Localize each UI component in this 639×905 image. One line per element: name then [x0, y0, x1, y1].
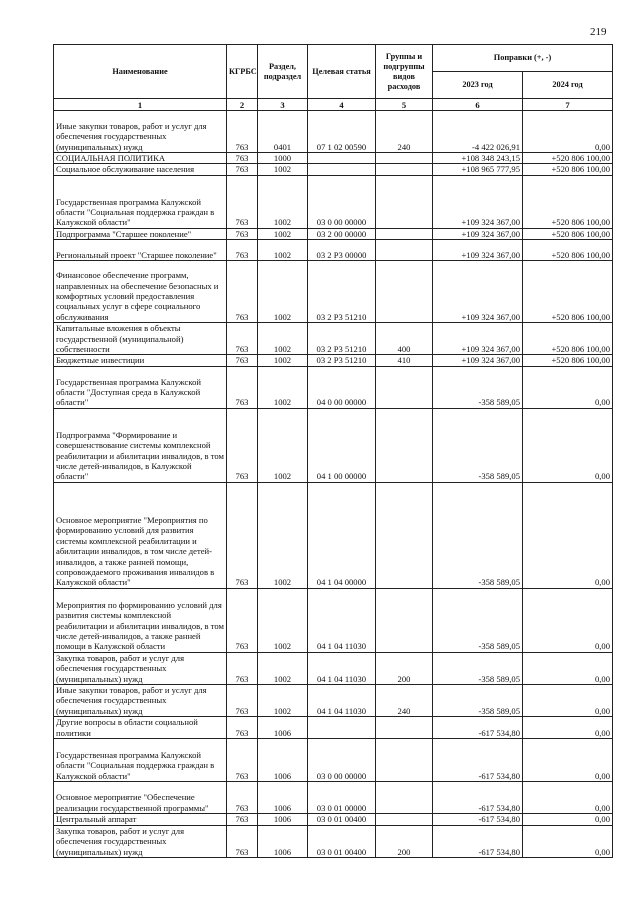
row-amount-2024: 0,00: [523, 814, 613, 825]
row-name: Мероприятия по формированию условий для развития системы комплексной реабилитации и абилитации инвалидов, в том числе детей-инвалидов, а также ранней помощи в Калужской области: [54, 588, 227, 652]
row-target-article: [308, 164, 376, 175]
row-amount-2024: 0,00: [523, 739, 613, 782]
row-kgrbs: 763: [227, 366, 258, 408]
page-number: 219: [590, 26, 607, 38]
header-year-2023: 2023 год: [433, 72, 523, 99]
table-row: [54, 261, 613, 323]
row-section: 1002: [258, 482, 308, 588]
row-target-article: 04 1 00 00000: [308, 408, 376, 482]
row-target-article: 03 2 P3 51210: [308, 323, 376, 355]
row-kgrbs: 763: [227, 355, 258, 366]
row-kgrbs: 763: [227, 408, 258, 482]
row-kgrbs: 763: [227, 323, 258, 355]
row-kgrbs: 763: [227, 814, 258, 825]
row-amount-2023: +109 324 367,00: [433, 240, 523, 261]
row-section: 1002: [258, 652, 308, 684]
row-name: Иные закупки товаров, работ и услуг для обеспечения государственных (муниципальных) нужд: [54, 111, 227, 153]
row-amount-2023: +109 324 367,00: [433, 355, 523, 366]
row-amount-2024: +520 806 100,00: [523, 323, 613, 355]
row-name: Государственная программа Калужской области "Социальная поддержка граждан в Калужской области": [54, 739, 227, 782]
column-number: 7: [523, 99, 613, 111]
row-expense-group: [376, 240, 433, 261]
row-target-article: 03 2 P3 51210: [308, 261, 376, 323]
row-kgrbs: 763: [227, 228, 258, 239]
row-expense-group: [376, 175, 433, 228]
row-name: Финансовое обеспечение программ, направленных на обеспечение безопасных и комфортных условий предоставления социальных услуг в сфере социального обслуживания: [54, 261, 227, 323]
row-kgrbs: 763: [227, 717, 258, 739]
row-section: 1006: [258, 739, 308, 782]
row-expense-group: [376, 739, 433, 782]
row-amount-2024: 0,00: [523, 685, 613, 717]
row-amount-2024: 0,00: [523, 366, 613, 408]
row-section: 1006: [258, 814, 308, 825]
row-name: Центральный аппарат: [54, 814, 227, 825]
table-row: [54, 782, 613, 814]
row-section: 1000: [258, 153, 308, 164]
row-amount-2024: +520 806 100,00: [523, 153, 613, 164]
row-section: 1002: [258, 175, 308, 228]
row-amount-2024: 0,00: [523, 717, 613, 739]
row-kgrbs: 763: [227, 652, 258, 684]
table-row: [54, 175, 613, 228]
row-kgrbs: 763: [227, 588, 258, 652]
row-amount-2024: 0,00: [523, 652, 613, 684]
row-kgrbs: 763: [227, 739, 258, 782]
row-section: 1002: [258, 685, 308, 717]
row-amount-2024: 0,00: [523, 482, 613, 588]
row-amount-2024: +520 806 100,00: [523, 175, 613, 228]
table-row: [54, 355, 613, 366]
row-section: 1002: [258, 588, 308, 652]
row-expense-group: [376, 782, 433, 814]
row-amount-2024: 0,00: [523, 111, 613, 153]
row-name: Региональный проект "Старшее поколение": [54, 240, 227, 261]
row-section: 1002: [258, 323, 308, 355]
row-target-article: 04 1 04 11030: [308, 588, 376, 652]
row-expense-group: 240: [376, 111, 433, 153]
row-amount-2023: +109 324 367,00: [433, 228, 523, 239]
row-amount-2023: -617 534,80: [433, 717, 523, 739]
table-row: [54, 153, 613, 164]
row-amount-2023: -617 534,80: [433, 814, 523, 825]
row-amount-2023: +108 348 243,15: [433, 153, 523, 164]
row-amount-2024: +520 806 100,00: [523, 228, 613, 239]
table-row: [54, 111, 613, 153]
row-amount-2023: -617 534,80: [433, 739, 523, 782]
row-name: СОЦИАЛЬНАЯ ПОЛИТИКА: [54, 153, 227, 164]
row-expense-group: [376, 588, 433, 652]
table-row: [54, 685, 613, 717]
row-name: Основное мероприятие "Обеспечение реализации государственной программы": [54, 782, 227, 814]
row-section: 1006: [258, 717, 308, 739]
row-target-article: [308, 153, 376, 164]
row-amount-2023: -358 589,05: [433, 652, 523, 684]
table-row: [54, 323, 613, 355]
row-section: 1006: [258, 782, 308, 814]
table-row: [54, 652, 613, 684]
row-expense-group: [376, 717, 433, 739]
row-amount-2024: +520 806 100,00: [523, 164, 613, 175]
row-expense-group: [376, 366, 433, 408]
row-amount-2023: -617 534,80: [433, 825, 523, 857]
row-name: Подпрограмма "Старшее поколение": [54, 228, 227, 239]
row-section: 1006: [258, 825, 308, 857]
row-section: 1002: [258, 164, 308, 175]
row-target-article: 04 1 04 11030: [308, 652, 376, 684]
row-amount-2023: -358 589,05: [433, 588, 523, 652]
table-row: [54, 240, 613, 261]
table-row: [54, 588, 613, 652]
row-name: Социальное обслуживание населения: [54, 164, 227, 175]
row-amount-2024: 0,00: [523, 588, 613, 652]
row-target-article: 04 0 00 00000: [308, 366, 376, 408]
row-target-article: 03 0 01 00400: [308, 814, 376, 825]
table-row: [54, 825, 613, 857]
row-amount-2023: -617 534,80: [433, 782, 523, 814]
header-year-2024: 2024 год: [523, 72, 613, 99]
row-amount-2024: 0,00: [523, 408, 613, 482]
row-amount-2023: +109 324 367,00: [433, 323, 523, 355]
row-expense-group: 200: [376, 652, 433, 684]
row-amount-2023: -358 589,05: [433, 482, 523, 588]
row-target-article: 03 0 00 00000: [308, 175, 376, 228]
row-name: Закупка товаров, работ и услуг для обеспечения государственных (муниципальных) нужд: [54, 825, 227, 857]
row-kgrbs: 763: [227, 240, 258, 261]
header-kgrbs: КГРБС: [227, 45, 258, 99]
row-kgrbs: 763: [227, 782, 258, 814]
row-target-article: 03 2 00 00000: [308, 228, 376, 239]
row-section: 0401: [258, 111, 308, 153]
row-section: 1002: [258, 240, 308, 261]
table-header: [54, 45, 613, 111]
row-name: Государственная программа Калужской области "Доступная среда в Калужской области": [54, 366, 227, 408]
row-target-article: 03 0 00 00000: [308, 739, 376, 782]
table-row: [54, 717, 613, 739]
row-amount-2024: +520 806 100,00: [523, 261, 613, 323]
row-section: 1002: [258, 228, 308, 239]
row-target-article: 04 1 04 00000: [308, 482, 376, 588]
row-amount-2024: 0,00: [523, 825, 613, 857]
row-amount-2023: -358 589,05: [433, 366, 523, 408]
table-row: [54, 228, 613, 239]
row-section: 1002: [258, 366, 308, 408]
row-expense-group: [376, 408, 433, 482]
row-kgrbs: 763: [227, 111, 258, 153]
row-target-article: 03 2 P3 51210: [308, 355, 376, 366]
row-target-article: 07 1 02 00590: [308, 111, 376, 153]
row-name: Государственная программа Калужской области "Социальная поддержка граждан в Калужской области": [54, 175, 227, 228]
header-corrections: Поправки (+, -): [433, 45, 613, 72]
row-kgrbs: 763: [227, 153, 258, 164]
budget-table: [53, 44, 613, 858]
row-amount-2024: +520 806 100,00: [523, 355, 613, 366]
row-kgrbs: 763: [227, 825, 258, 857]
row-kgrbs: 763: [227, 164, 258, 175]
row-expense-group: [376, 153, 433, 164]
row-expense-group: [376, 814, 433, 825]
row-section: 1002: [258, 355, 308, 366]
row-target-article: 04 1 04 11030: [308, 685, 376, 717]
row-expense-group: 240: [376, 685, 433, 717]
row-expense-group: [376, 482, 433, 588]
row-kgrbs: 763: [227, 175, 258, 228]
row-amount-2023: -4 422 026,91: [433, 111, 523, 153]
table-row: [54, 408, 613, 482]
header-groups: Группы и подгруппы видов расходов: [376, 45, 433, 99]
row-target-article: 03 0 01 00400: [308, 825, 376, 857]
header-name: Наименование: [54, 45, 227, 99]
column-number-row: [54, 99, 613, 111]
header-section: Раздел, подраздел: [258, 45, 308, 99]
table-row: [54, 366, 613, 408]
row-amount-2023: +109 324 367,00: [433, 261, 523, 323]
row-name: Иные закупки товаров, работ и услуг для обеспечения государственных (муниципальных) нужд: [54, 685, 227, 717]
row-expense-group: 200: [376, 825, 433, 857]
row-name: Другие вопросы в области социальной политики: [54, 717, 227, 739]
row-name: Бюджетные инвестиции: [54, 355, 227, 366]
table-row: [54, 814, 613, 825]
row-amount-2023: -358 589,05: [433, 408, 523, 482]
table-body: [54, 111, 613, 858]
header-target: Целевая статья: [308, 45, 376, 99]
column-number: 5: [376, 99, 433, 111]
row-section: 1002: [258, 408, 308, 482]
table-row: [54, 739, 613, 782]
row-amount-2023: +109 324 367,00: [433, 175, 523, 228]
row-expense-group: [376, 164, 433, 175]
row-kgrbs: 763: [227, 261, 258, 323]
table-row: [54, 482, 613, 588]
row-kgrbs: 763: [227, 685, 258, 717]
row-amount-2024: +520 806 100,00: [523, 240, 613, 261]
row-amount-2023: -358 589,05: [433, 685, 523, 717]
row-name: Закупка товаров, работ и услуг для обеспечения государственных (муниципальных) нужд: [54, 652, 227, 684]
column-number: 1: [54, 99, 227, 111]
row-amount-2024: 0,00: [523, 782, 613, 814]
row-target-article: 03 0 01 00000: [308, 782, 376, 814]
row-expense-group: 400: [376, 323, 433, 355]
column-number: 2: [227, 99, 258, 111]
row-name: Подпрограмма "Формирование и совершенствование системы комплексной реабилитации и абилитации инвалидов, в том числе детей-инвалидов, в Калужской области": [54, 408, 227, 482]
row-kgrbs: 763: [227, 482, 258, 588]
row-name: Основное мероприятие "Мероприятия по формированию условий для развития системы комплексной реабилитации и абилитации инвалидов, в том числе детей-инвалидов, а также ранней помощи, сопровождаемого проживания инвалидов в Калужской области": [54, 482, 227, 588]
row-amount-2023: +108 965 777,95: [433, 164, 523, 175]
row-name: Капитальные вложения в объекты государственной (муниципальной) собственности: [54, 323, 227, 355]
row-expense-group: [376, 228, 433, 239]
column-number: 4: [308, 99, 376, 111]
column-number: 6: [433, 99, 523, 111]
row-target-article: [308, 717, 376, 739]
row-target-article: 03 2 P3 00000: [308, 240, 376, 261]
row-expense-group: [376, 261, 433, 323]
row-section: 1002: [258, 261, 308, 323]
row-expense-group: 410: [376, 355, 433, 366]
table-row: [54, 164, 613, 175]
column-number: 3: [258, 99, 308, 111]
